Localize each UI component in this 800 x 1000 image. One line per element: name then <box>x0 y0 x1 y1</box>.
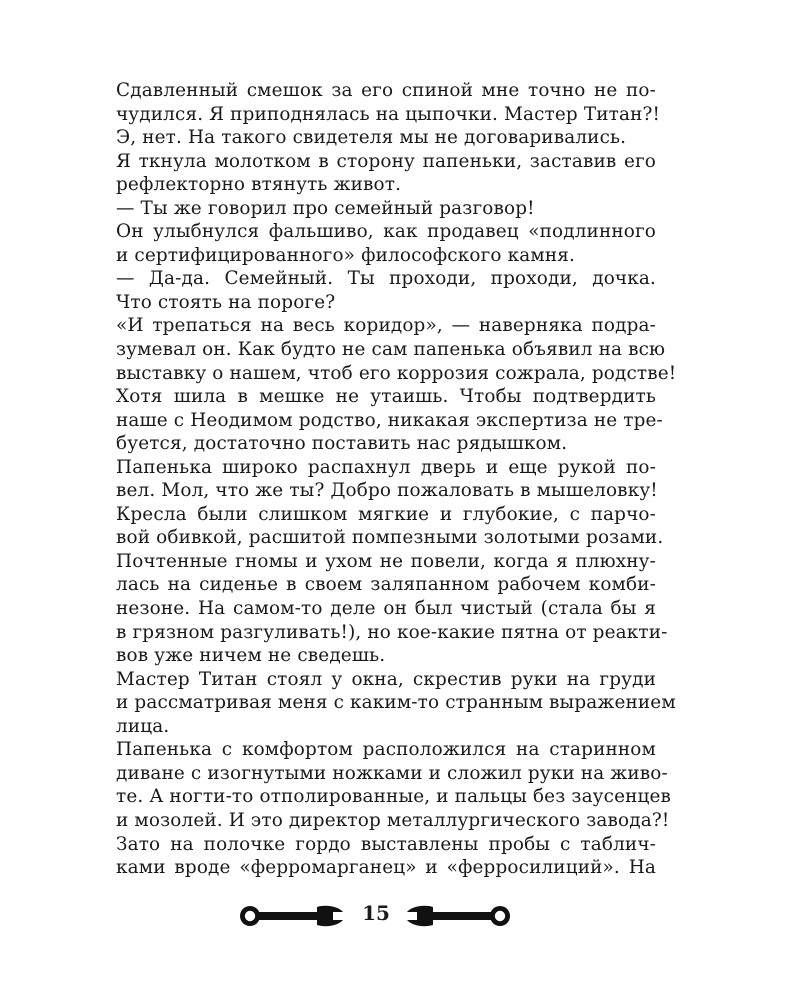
text-line: «И трепаться на весь коридор», — наверняка подра- <box>116 315 656 337</box>
text-line: Почтенные гномы и ухом не повели, когда я плюхну- <box>116 550 656 572</box>
text-line: Папенька с комфортом расположился на старинном <box>116 739 656 761</box>
text-line: вов уже ничем не сведешь. <box>116 645 386 667</box>
wrench-icon <box>237 901 345 931</box>
text-line: те. А ногти-то отполированные, и пальцы без заусенцев <box>116 786 672 808</box>
text-line: вел. Мол, что же ты? Добро пожаловать в мышеловку! <box>116 480 658 502</box>
text-line: выставку о нашем, чтоб его коррозия сожрала, родстве! <box>116 362 677 384</box>
text-line: Зато на полочке гордо выставлены пробы с таблич- <box>116 833 656 855</box>
text-line: Хотя шила в мешке не утаишь. Чтобы подтвердить <box>116 386 656 408</box>
text-line: зумевал он. Как будто не сам папенька объявил на всю <box>116 339 666 361</box>
text-line: чудился. Я приподнялась на цыпочки. Мастер Титан?! <box>116 103 661 125</box>
text-line: наше с Неодимом родство, никакая экспертиза не тре- <box>116 409 663 431</box>
text-line: и сертифицированного» философского камня. <box>116 244 575 266</box>
text-line: и мозолей. И это директор металлургического завода?! <box>116 809 670 831</box>
text-line: Что стоять на пороге? <box>116 291 336 313</box>
text-line: диване с изогнутыми ножками и сложил руки на живо- <box>116 762 668 784</box>
text-line: ками вроде «ферромарганец» и «ферросилиций». На <box>116 857 656 879</box>
page-footer <box>0 897 800 937</box>
text-line: Он улыбнулся фальшиво, как продавец «подлинного <box>116 221 656 243</box>
text-line: Э, нет. На такого свидетеля мы не договаривались. <box>116 127 627 149</box>
text-line: буется, достаточно поставить нас рядышком. <box>116 433 568 455</box>
text-line: Кресла были слишком мягкие и глубокие, с парчо- <box>116 503 656 525</box>
text-line: и рассматривая меня с каким-то странным выражением <box>116 692 676 714</box>
page-number: 15 <box>362 901 390 925</box>
text-line: лась на сиденье в своем заляпанном рабочем комби- <box>116 574 656 596</box>
text-line: незоне. На самом-то деле он был чистый (стала бы я <box>116 598 656 620</box>
text-line: вой обивкой, расшитой помпезными золотыми розами. <box>116 527 664 549</box>
text-line: Папенька широко распахнул дверь и еще рукой по- <box>116 456 656 478</box>
text-line: — Ты же говорил про семейный разговор! <box>116 197 535 219</box>
text-line: рефлекторно втянуть живот. <box>116 174 402 196</box>
text-line: лица. <box>116 715 170 737</box>
text-line: Мастер Титан стоял у окна, скрестив руки на груди <box>116 668 656 690</box>
body-text <box>116 79 677 880</box>
text-line: Сдавленный смешок за его спиной мне точно не по- <box>116 80 656 101</box>
text-line: Я ткнула молотком в сторону папеньки, заставив его <box>116 150 656 172</box>
text-line: — Да-да. Семейный. Ты проходи, проходи, дочка. <box>116 268 656 290</box>
text-line: в грязном разгуливать!), но кое-какие пятна от реакти- <box>116 621 668 643</box>
wrench-icon <box>405 901 513 931</box>
